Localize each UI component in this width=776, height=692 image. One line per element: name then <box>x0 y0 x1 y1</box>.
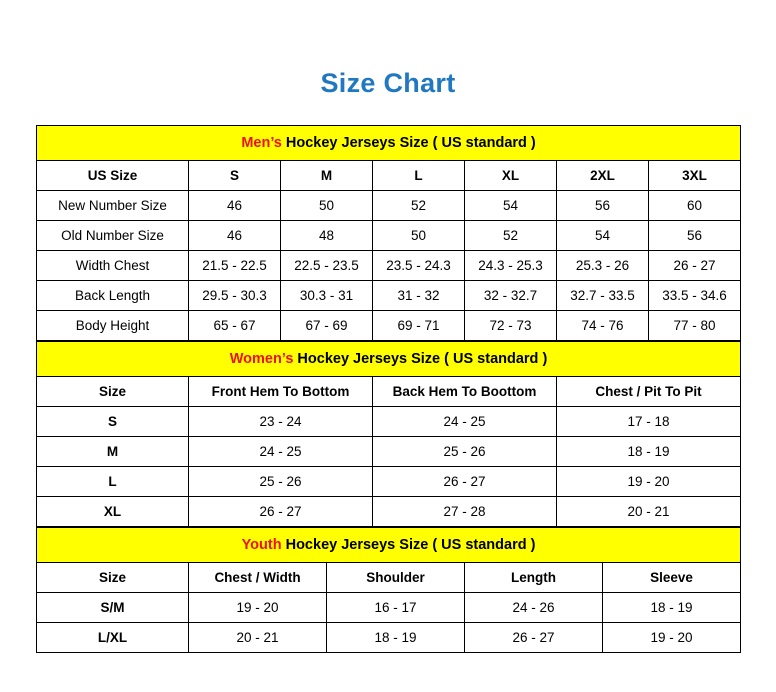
mens-row-1-val-3: 52 <box>465 221 557 251</box>
womens-row-1-label: M <box>37 437 189 467</box>
mens-col-2: M <box>281 161 373 191</box>
youth-col-0: Size <box>37 563 189 593</box>
mens-row-2-val-0: 21.5 - 22.5 <box>189 251 281 281</box>
youth-row-1-val-1: 18 - 19 <box>327 623 465 653</box>
womens-row-2-val-0: 25 - 26 <box>189 467 373 497</box>
youth-col-4: Sleeve <box>603 563 741 593</box>
mens-header-row <box>37 161 741 191</box>
mens-row-0-val-0: 46 <box>189 191 281 221</box>
mens-row-4-val-0: 65 - 67 <box>189 311 281 341</box>
table-row <box>37 221 741 251</box>
table-row <box>37 437 741 467</box>
mens-row-3-label: Back Length <box>37 281 189 311</box>
mens-col-4: XL <box>465 161 557 191</box>
womens-section-heading <box>37 342 741 377</box>
table-row <box>37 497 741 527</box>
mens-row-2-val-4: 25.3 - 26 <box>557 251 649 281</box>
youth-row-0-val-1: 16 - 17 <box>327 593 465 623</box>
mens-section-heading <box>37 126 741 161</box>
youth-header-row <box>37 563 741 593</box>
table-row <box>37 311 741 341</box>
womens-col-3: Chest / Pit To Pit <box>557 377 741 407</box>
mens-row-0-val-3: 54 <box>465 191 557 221</box>
youth-col-2: Shoulder <box>327 563 465 593</box>
womens-row-3-label: XL <box>37 497 189 527</box>
youth-row-0-label: S/M <box>37 593 189 623</box>
mens-col-3: L <box>373 161 465 191</box>
table-row <box>37 281 741 311</box>
mens-row-4-label: Body Height <box>37 311 189 341</box>
mens-row-1-val-5: 56 <box>649 221 741 251</box>
mens-row-1-val-2: 50 <box>373 221 465 251</box>
youth-row-1-label: L/XL <box>37 623 189 653</box>
mens-heading-accent: Men’s <box>241 135 282 151</box>
youth-row-0-val-2: 24 - 26 <box>465 593 603 623</box>
mens-row-1-val-4: 54 <box>557 221 649 251</box>
mens-row-3-val-5: 33.5 - 34.6 <box>649 281 741 311</box>
youth-row-1-val-2: 26 - 27 <box>465 623 603 653</box>
mens-row-0-val-5: 60 <box>649 191 741 221</box>
table-row <box>37 623 741 653</box>
page-title: Size Chart <box>320 68 456 98</box>
mens-row-1-val-1: 48 <box>281 221 373 251</box>
mens-row-4-val-4: 74 - 76 <box>557 311 649 341</box>
youth-row-0-val-3: 18 - 19 <box>603 593 741 623</box>
mens-col-5: 2XL <box>557 161 649 191</box>
mens-heading-rest: Hockey Jerseys Size ( US standard ) <box>281 135 536 151</box>
mens-section-heading-row <box>37 126 741 161</box>
womens-row-0-val-1: 24 - 25 <box>373 407 557 437</box>
womens-row-3-val-0: 26 - 27 <box>189 497 373 527</box>
table-row <box>37 251 741 281</box>
womens-row-2-label: L <box>37 467 189 497</box>
mens-row-2-val-2: 23.5 - 24.3 <box>373 251 465 281</box>
size-chart-tables <box>36 125 740 653</box>
mens-col-6: 3XL <box>649 161 741 191</box>
womens-col-0: Size <box>37 377 189 407</box>
womens-row-0-label: S <box>37 407 189 437</box>
mens-row-0-label: New Number Size <box>37 191 189 221</box>
womens-row-2-val-2: 19 - 20 <box>557 467 741 497</box>
mens-size-table <box>36 125 741 341</box>
womens-section-heading-row <box>37 342 741 377</box>
mens-row-0-val-4: 56 <box>557 191 649 221</box>
youth-size-table <box>36 527 741 653</box>
womens-header-row <box>37 377 741 407</box>
womens-heading-accent: Women’s <box>229 351 294 367</box>
womens-row-1-val-0: 24 - 25 <box>189 437 373 467</box>
mens-row-3-val-1: 30.3 - 31 <box>281 281 373 311</box>
youth-heading-rest: Hockey Jerseys Size ( US standard ) <box>281 537 536 553</box>
womens-row-3-val-1: 27 - 28 <box>373 497 557 527</box>
mens-row-3-val-4: 32.7 - 33.5 <box>557 281 649 311</box>
table-row <box>37 467 741 497</box>
womens-row-3-val-2: 20 - 21 <box>557 497 741 527</box>
mens-row-4-val-2: 69 - 71 <box>373 311 465 341</box>
mens-row-4-val-1: 67 - 69 <box>281 311 373 341</box>
womens-heading-rest: Hockey Jerseys Size ( US standard ) <box>293 351 548 367</box>
mens-row-3-val-2: 31 - 32 <box>373 281 465 311</box>
womens-col-2: Back Hem To Boottom <box>373 377 557 407</box>
youth-col-1: Chest / Width <box>189 563 327 593</box>
youth-section-heading-row <box>37 528 741 563</box>
womens-row-2-val-1: 26 - 27 <box>373 467 557 497</box>
table-row <box>37 407 741 437</box>
womens-row-1-val-1: 25 - 26 <box>373 437 557 467</box>
mens-col-0: US Size <box>37 161 189 191</box>
mens-row-2-val-5: 26 - 27 <box>649 251 741 281</box>
womens-row-1-val-2: 18 - 19 <box>557 437 741 467</box>
youth-row-1-val-0: 20 - 21 <box>189 623 327 653</box>
youth-col-3: Length <box>465 563 603 593</box>
mens-row-2-val-3: 24.3 - 25.3 <box>465 251 557 281</box>
mens-col-1: S <box>189 161 281 191</box>
womens-col-1: Front Hem To Bottom <box>189 377 373 407</box>
youth-section-heading <box>37 528 741 563</box>
youth-heading-accent: Youth <box>241 537 282 553</box>
table-row <box>37 191 741 221</box>
womens-row-0-val-2: 17 - 18 <box>557 407 741 437</box>
mens-row-3-val-0: 29.5 - 30.3 <box>189 281 281 311</box>
womens-size-table <box>36 341 741 527</box>
mens-row-0-val-2: 52 <box>373 191 465 221</box>
youth-row-0-val-0: 19 - 20 <box>189 593 327 623</box>
mens-row-1-label: Old Number Size <box>37 221 189 251</box>
mens-row-0-val-1: 50 <box>281 191 373 221</box>
mens-row-4-val-3: 72 - 73 <box>465 311 557 341</box>
mens-row-1-val-0: 46 <box>189 221 281 251</box>
table-row <box>37 593 741 623</box>
mens-row-2-val-1: 22.5 - 23.5 <box>281 251 373 281</box>
womens-row-0-val-0: 23 - 24 <box>189 407 373 437</box>
youth-row-1-val-3: 19 - 20 <box>603 623 741 653</box>
mens-row-3-val-3: 32 - 32.7 <box>465 281 557 311</box>
mens-row-2-label: Width Chest <box>37 251 189 281</box>
mens-row-4-val-5: 77 - 80 <box>649 311 741 341</box>
